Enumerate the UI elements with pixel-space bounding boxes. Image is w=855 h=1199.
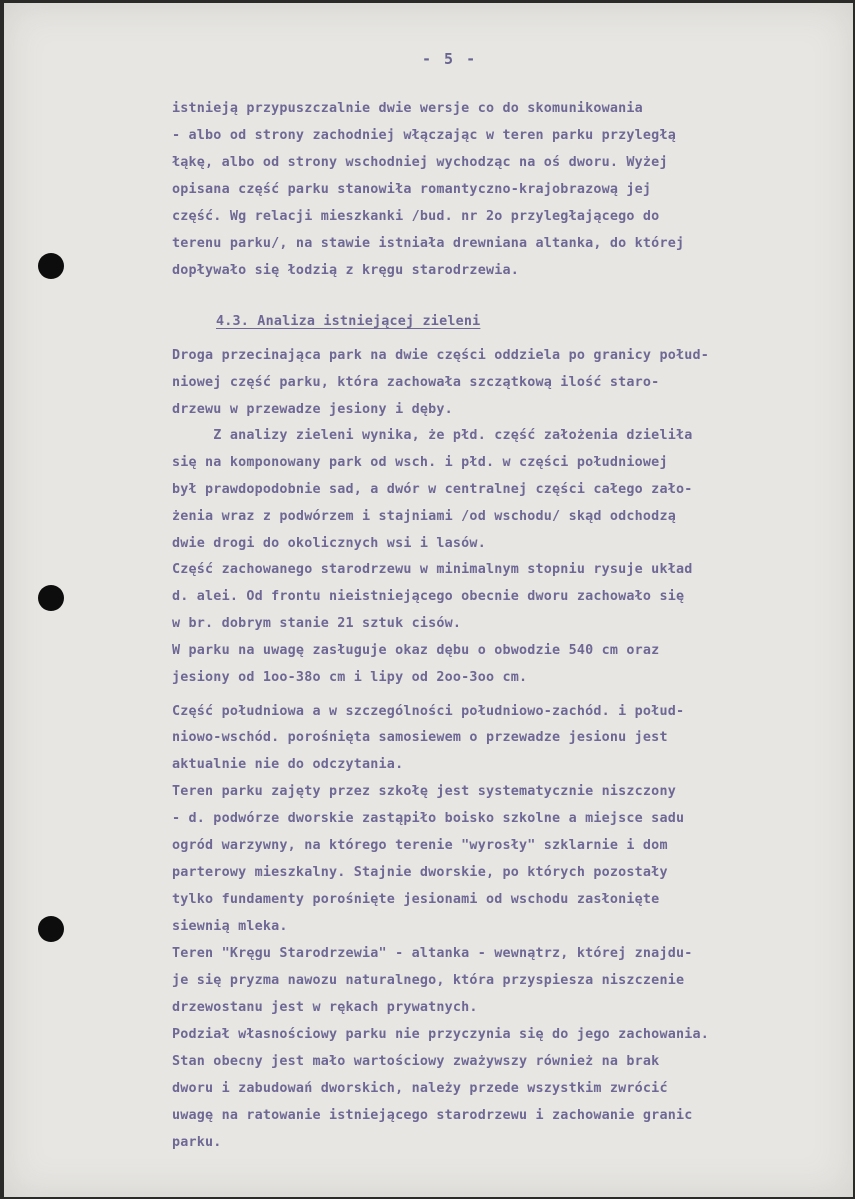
punch-hole-icon: [38, 253, 64, 279]
text-line: dwie drogi do okolicznych wsi i lasów.: [172, 536, 486, 551]
text-line: W parku na uwagę zasługuje okaz dębu o obwodzie 540 cm oraz: [172, 643, 660, 658]
page-number: - 5 -: [422, 50, 478, 68]
text-line: ogród warzywny, na którego terenie "wyrosły" szklarnie i dom: [172, 838, 668, 853]
text-line: tylko fundamenty porośnięte jesionami od wschodu zasłonięte: [172, 892, 660, 907]
text-line: istnieją przypuszczalnie dwie wersje co do skomunikowania: [172, 101, 643, 116]
text-line: część. Wg relacji mieszkanki /bud. nr 2o przyległającego do: [172, 209, 660, 224]
text-line: łąkę, albo od strony wschodniej wychodząc na oś dworu. Wyżej: [172, 155, 668, 170]
text-line: parku.: [172, 1135, 222, 1150]
text-line: siewnią mleka.: [172, 919, 288, 934]
text-line: drzewostanu jest w rękach prywatnych.: [172, 1000, 478, 1015]
text-line: terenu parku/, na stawie istniała drewniana altanka, do której: [172, 236, 685, 251]
text-line: Teren "Kręgu Starodrzewia" - altanka - wewnątrz, której znajdu-: [172, 946, 693, 961]
text-line: je się pryzma nawozu naturalnego, która przyspiesza niszczenie: [172, 973, 685, 988]
text-line: żenia wraz z podwórzem i stajniami /od wschodu/ skąd odchodzą: [172, 509, 676, 524]
text-line: Droga przecinająca park na dwie części oddziela po granicy połud-: [172, 348, 710, 363]
punch-hole-icon: [38, 585, 64, 611]
text-line: - albo od strony zachodniej włączając w teren parku przyległą: [172, 128, 676, 143]
text-line: Teren parku zajęty przez szkołę jest systematycznie niszczony: [172, 784, 676, 799]
text-line: jesiony od 1oo-38o cm i lipy od 2oo-3oo cm.: [172, 670, 528, 685]
text-line: się na komponowany park od wsch. i płd. w części południowej: [172, 455, 668, 470]
text-line: d. alei. Od frontu nieistniejącego obecnie dworu zachowało się: [172, 589, 685, 604]
punch-hole-icon: [38, 916, 64, 942]
text-line: Podział własnościowy parku nie przyczynia się do jego zachowania.: [172, 1027, 710, 1042]
text-line: parterowy mieszkalny. Stajnie dworskie, po których pozostały: [172, 865, 668, 880]
text-line: uwagę na ratowanie istniejącego starodrzewu i zachowanie granic: [172, 1108, 693, 1123]
text-line: dopływało się łodzią z kręgu starodrzewia.: [172, 263, 519, 278]
text-line: w br. dobrym stanie 21 sztuk cisów.: [172, 616, 462, 631]
text-line: aktualnie nie do odczytania.: [172, 757, 404, 772]
document-page: [4, 3, 853, 1197]
text-line: był prawdopodobnie sad, a dwór w centralnej części całego zało-: [172, 482, 693, 497]
text-line: niowej część parku, która zachowała szczątkową ilość staro-: [172, 375, 660, 390]
text-line: Część południowa a w szczególności południowo-zachód. i połud-: [172, 704, 685, 719]
text-line: dworu i zabudowań dworskich, należy przede wszystkim zwrócić: [172, 1081, 668, 1096]
text-line: Część zachowanego starodrzewu w minimalnym stopniu rysuje układ: [172, 562, 693, 577]
text-line: drzewu w przewadze jesiony i dęby.: [172, 402, 453, 417]
text-line: Z analizy zieleni wynika, że płd. część założenia dzieliła: [172, 428, 693, 443]
text-line: - d. podwórze dworskie zastąpiło boisko szkolne a miejsce sadu: [172, 811, 685, 826]
text-line: niowo-wschód. porośnięta samosiewem o przewadze jesionu jest: [172, 730, 668, 745]
text-line: opisana część parku stanowiła romantyczno-krajobrazową jej: [172, 182, 652, 197]
text-line: Stan obecny jest mało wartościowy zważywszy również na brak: [172, 1054, 660, 1069]
section-heading: 4.3. Analiza istniejącej zieleni: [216, 314, 481, 329]
